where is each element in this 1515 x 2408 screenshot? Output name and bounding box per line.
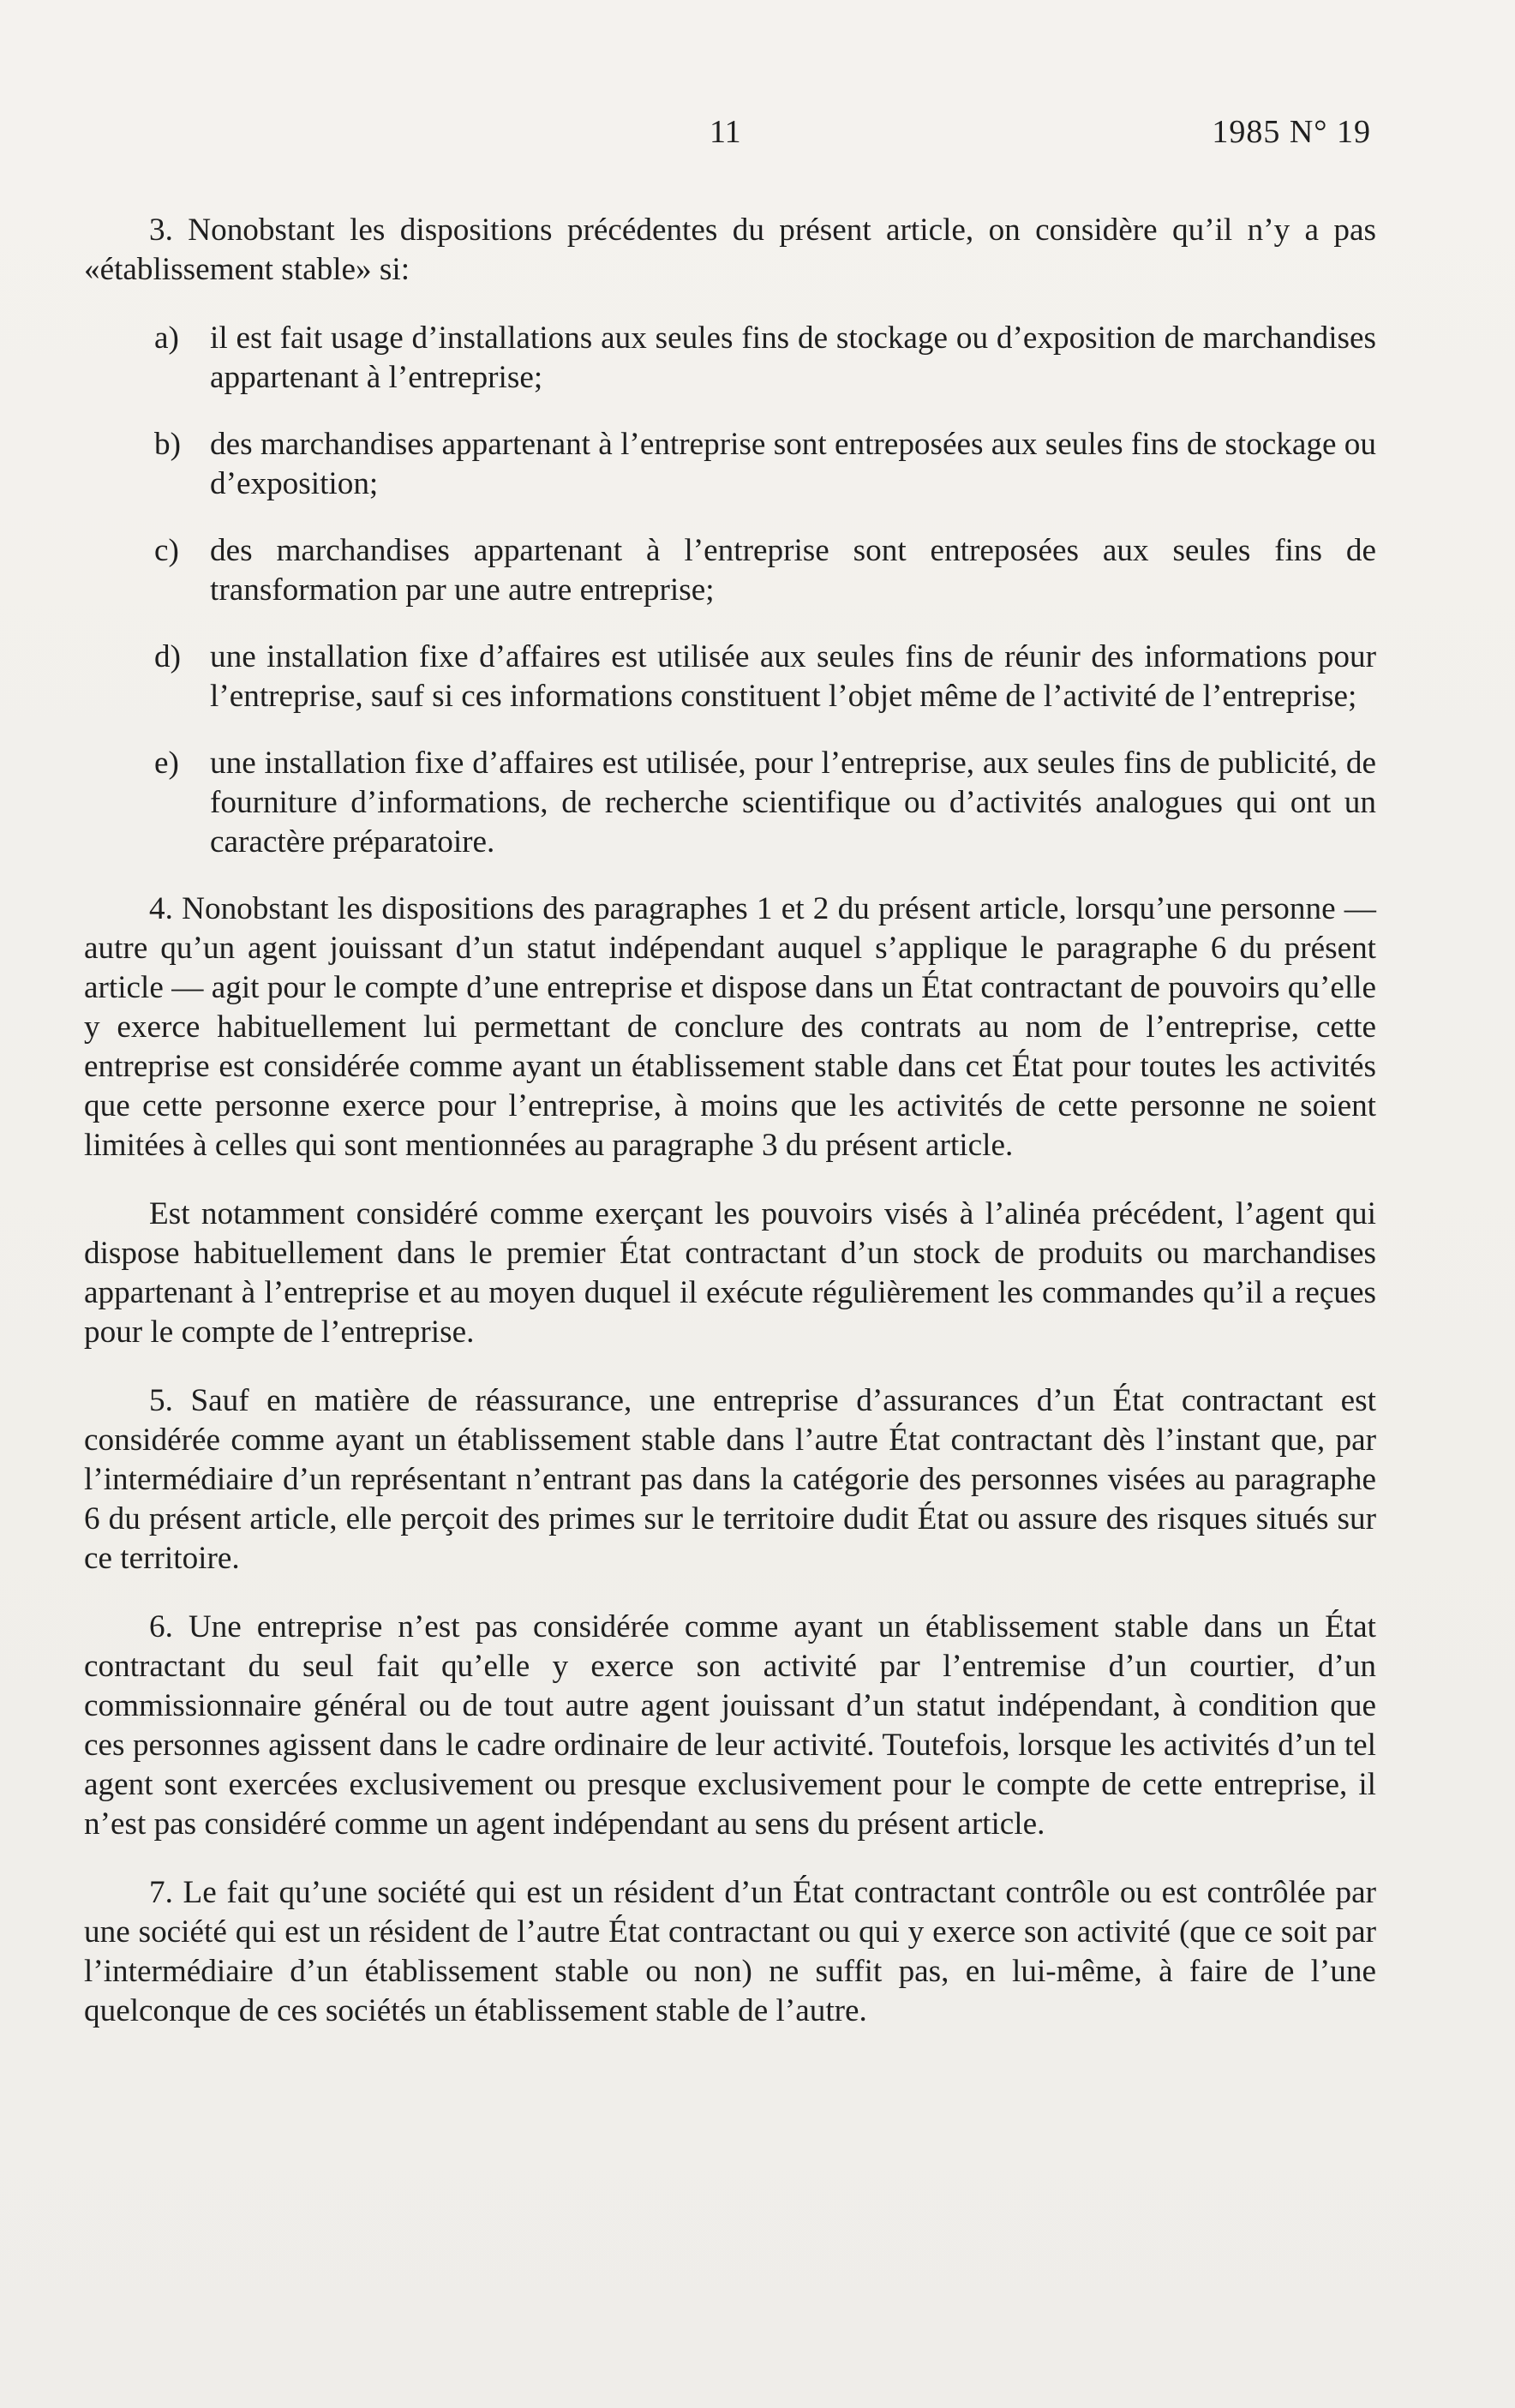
list-item-label: a) [154, 320, 179, 356]
list-item-text: des marchandises appartenant à l’entreprise sont entreposées aux seules fins de transformation par une autre entreprise; [210, 533, 1376, 608]
list-item-text: une installation fixe d’affaires est utilisée, pour l’entreprise, aux seules fins de publicité, de fourniture d’informations, de recherche scientifique ou d’activités analogues qui ont un caractère préparatoire. [210, 746, 1376, 860]
paragraph-4: 4. Nonobstant les dispositions des paragraphes 1 et 2 du présent article, lorsqu’une personne — autre qu’un agent jouissant d’un statut indépendant auquel s’applique le paragraphe 6 du présent article — agit pour le compte d’une entreprise et dispose dans un État contractant de pouvoirs qu’elle y exerce habituellement lui permettant de conclure des contrats au nom de l’entreprise, cette entreprise est considérée comme ayant un établissement stable dans cet État pour toutes les activités que cette personne exerce pour l’entreprise, à moins que les activités de cette personne ne soient limitées à celles qui sont mentionnées au paragraphe 3 du présent article. [84, 891, 1376, 1163]
list-item-text: des marchandises appartenant à l’entreprise sont entreposées aux seules fins de stockage ou d’exposition; [210, 427, 1376, 501]
list-item-label: c) [154, 533, 179, 568]
page-header [0, 113, 1515, 165]
list-item-label: b) [154, 427, 181, 462]
list-item-label: d) [154, 639, 181, 674]
list-item-c [84, 531, 1376, 610]
list-item-d [84, 638, 1376, 716]
paragraph-7: 7. Le fait qu’une société qui est un résident d’un État contractant contrôle ou est contrôlée par une société qui est un résident de l’autre État contractant ou qui y exerce son activité (que ce soit par l’intermédiaire d’un établissement stable ou non) ne suffit pas, en lui-même, à faire de l’une quelconque de ces sociétés un établissement stable de l’autre. [84, 1875, 1376, 2028]
paragraph-6: 6. Une entreprise n’est pas considérée comme ayant un établissement stable dans un État contractant du seul fait qu’elle y exerce son activité par l’entremise d’un courtier, d’un commissionnaire général ou de tout autre agent jouissant d’un statut indépendant, à condition que ces personnes agissent dans le cadre ordinaire de leur activité. Toutefois, lorsque les activités d’un tel agent sont exercées exclusivement ou presque exclusivement pour le compte de cette entreprise, il n’est pas considéré comme un agent indépendant au sens du présent article. [84, 1609, 1376, 1842]
list-item-a [84, 319, 1376, 398]
paragraph-5: 5. Sauf en matière de réassurance, une entreprise d’assurances d’un État contractant est considérée comme ayant un établissement stable dans l’autre État contractant dès l’instant que, par l’intermédiaire d’un représentant n’entrant pas dans la catégorie des personnes visées au paragraphe 6 du présent article, elle perçoit des primes sur le territoire dudit État ou assure des risques situés sur ce territoire. [84, 1383, 1376, 1576]
page-number: 11 [710, 114, 741, 150]
list-item-text: une installation fixe d’affaires est utilisée aux seules fins de réunir des informations pour l’entreprise, sauf si ces informations constituent l’objet même de l’activité de l’entreprise; [210, 639, 1376, 714]
list-item-label: e) [154, 746, 179, 781]
list-item-b [84, 425, 1376, 504]
paragraph-3-intro: 3. Nonobstant les dispositions précédentes du présent article, on considère qu’il n’y a pas «établissement stable» si: [84, 213, 1376, 287]
list-item-text: il est fait usage d’installations aux seules fins de stockage ou d’exposition de marchandises appartenant à l’entreprise; [210, 320, 1376, 395]
paragraph-4-second-alinea: Est notamment considéré comme exerçant les pouvoirs visés à l’alinéa précédent, l’agent qui dispose habituellement dans le premier État contractant d’un stock de produits ou marchandises appartenant à l’entreprise et au moyen duquel il exécute régulièrement les commandes qu’il a reçues pour le compte de l’entreprise. [84, 1196, 1376, 1350]
article-body [84, 211, 1376, 2060]
running-head: 1985 N° 19 [1212, 114, 1371, 150]
list-item-e [84, 744, 1376, 862]
